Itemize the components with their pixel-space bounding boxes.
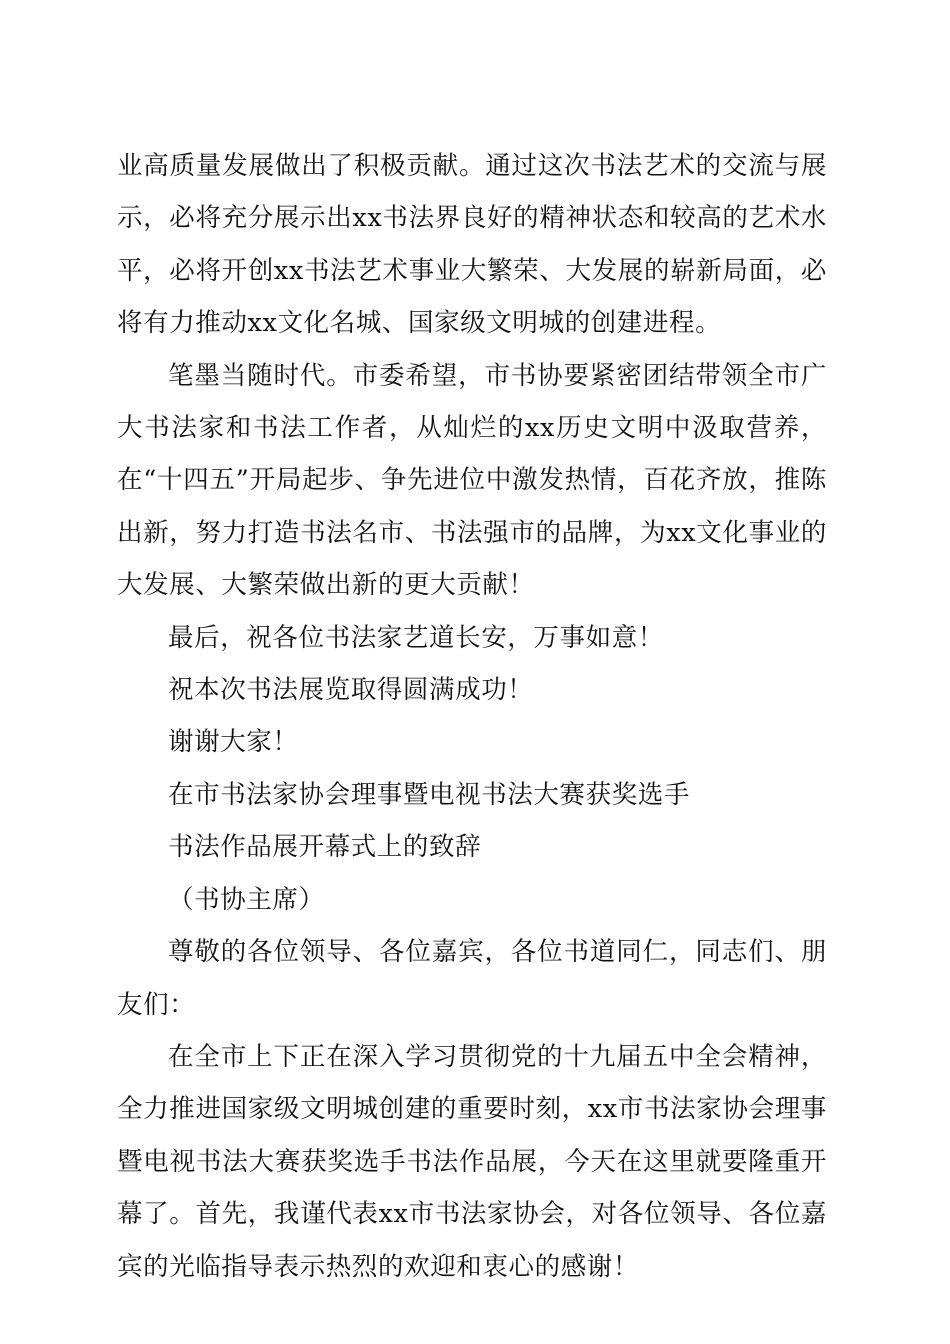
paragraph-continuation: 业高质量发展做出了积极贡献。通过这次书法艺术的交流与展示，必将充分展示出xx书法界良好的精神状态和较高的艺术水平，必将开创xx书法艺术事业大繁荣、大发展的崭新局面，必将有力推动xx文化名城、国家级文明城的创建进程。 bbox=[117, 151, 827, 339]
paragraph-opening-remarks: 在全市上下正在深入学习贯彻党的十九届五中全会精神，全力推进国家级文明城创建的重要时刻，xx市书法家协会理事暨电视书法大赛获奖选手书法作品展，今天在这里就要隆重开幕了。首先，我谨代表xx市书法家协会，对各位领导、各位嘉宾的光临指导表示热烈的欢迎和衷心的感谢！ bbox=[117, 1041, 827, 1282]
speech-title-line-1: 在市书法家协会理事暨电视书法大赛获奖选手 bbox=[168, 779, 691, 810]
document-page bbox=[117, 140, 827, 1293]
closing-wish-line: 最后，祝各位书法家艺道长安，万事如意！ bbox=[168, 622, 664, 653]
thanks-line: 谢谢大家！ bbox=[168, 727, 299, 758]
speech-title-line-2: 书法作品展开幕式上的致辞 bbox=[168, 832, 482, 863]
speaker-role: （书协主席） bbox=[168, 884, 325, 915]
salutation-paragraph: 尊敬的各位领导、各位嘉宾，各位书道同仁，同志们、朋友们： bbox=[117, 937, 827, 1020]
exhibition-wish-line: 祝本次书法展览取得圆满成功！ bbox=[168, 675, 534, 706]
paragraph-city-hopes: 笔墨当随时代。市委希望，市书协要紧密团结带领全市广大书法家和书法工作者，从灿烂的xx历史文明中汲取营养，在“十四五”开局起步、争先进位中激发热情，百花齐放，推陈出新，努力打造书法名市、书法强市的品牌，为xx文化事业的大发展、大繁荣做出新的更大贡献！ bbox=[117, 360, 827, 601]
